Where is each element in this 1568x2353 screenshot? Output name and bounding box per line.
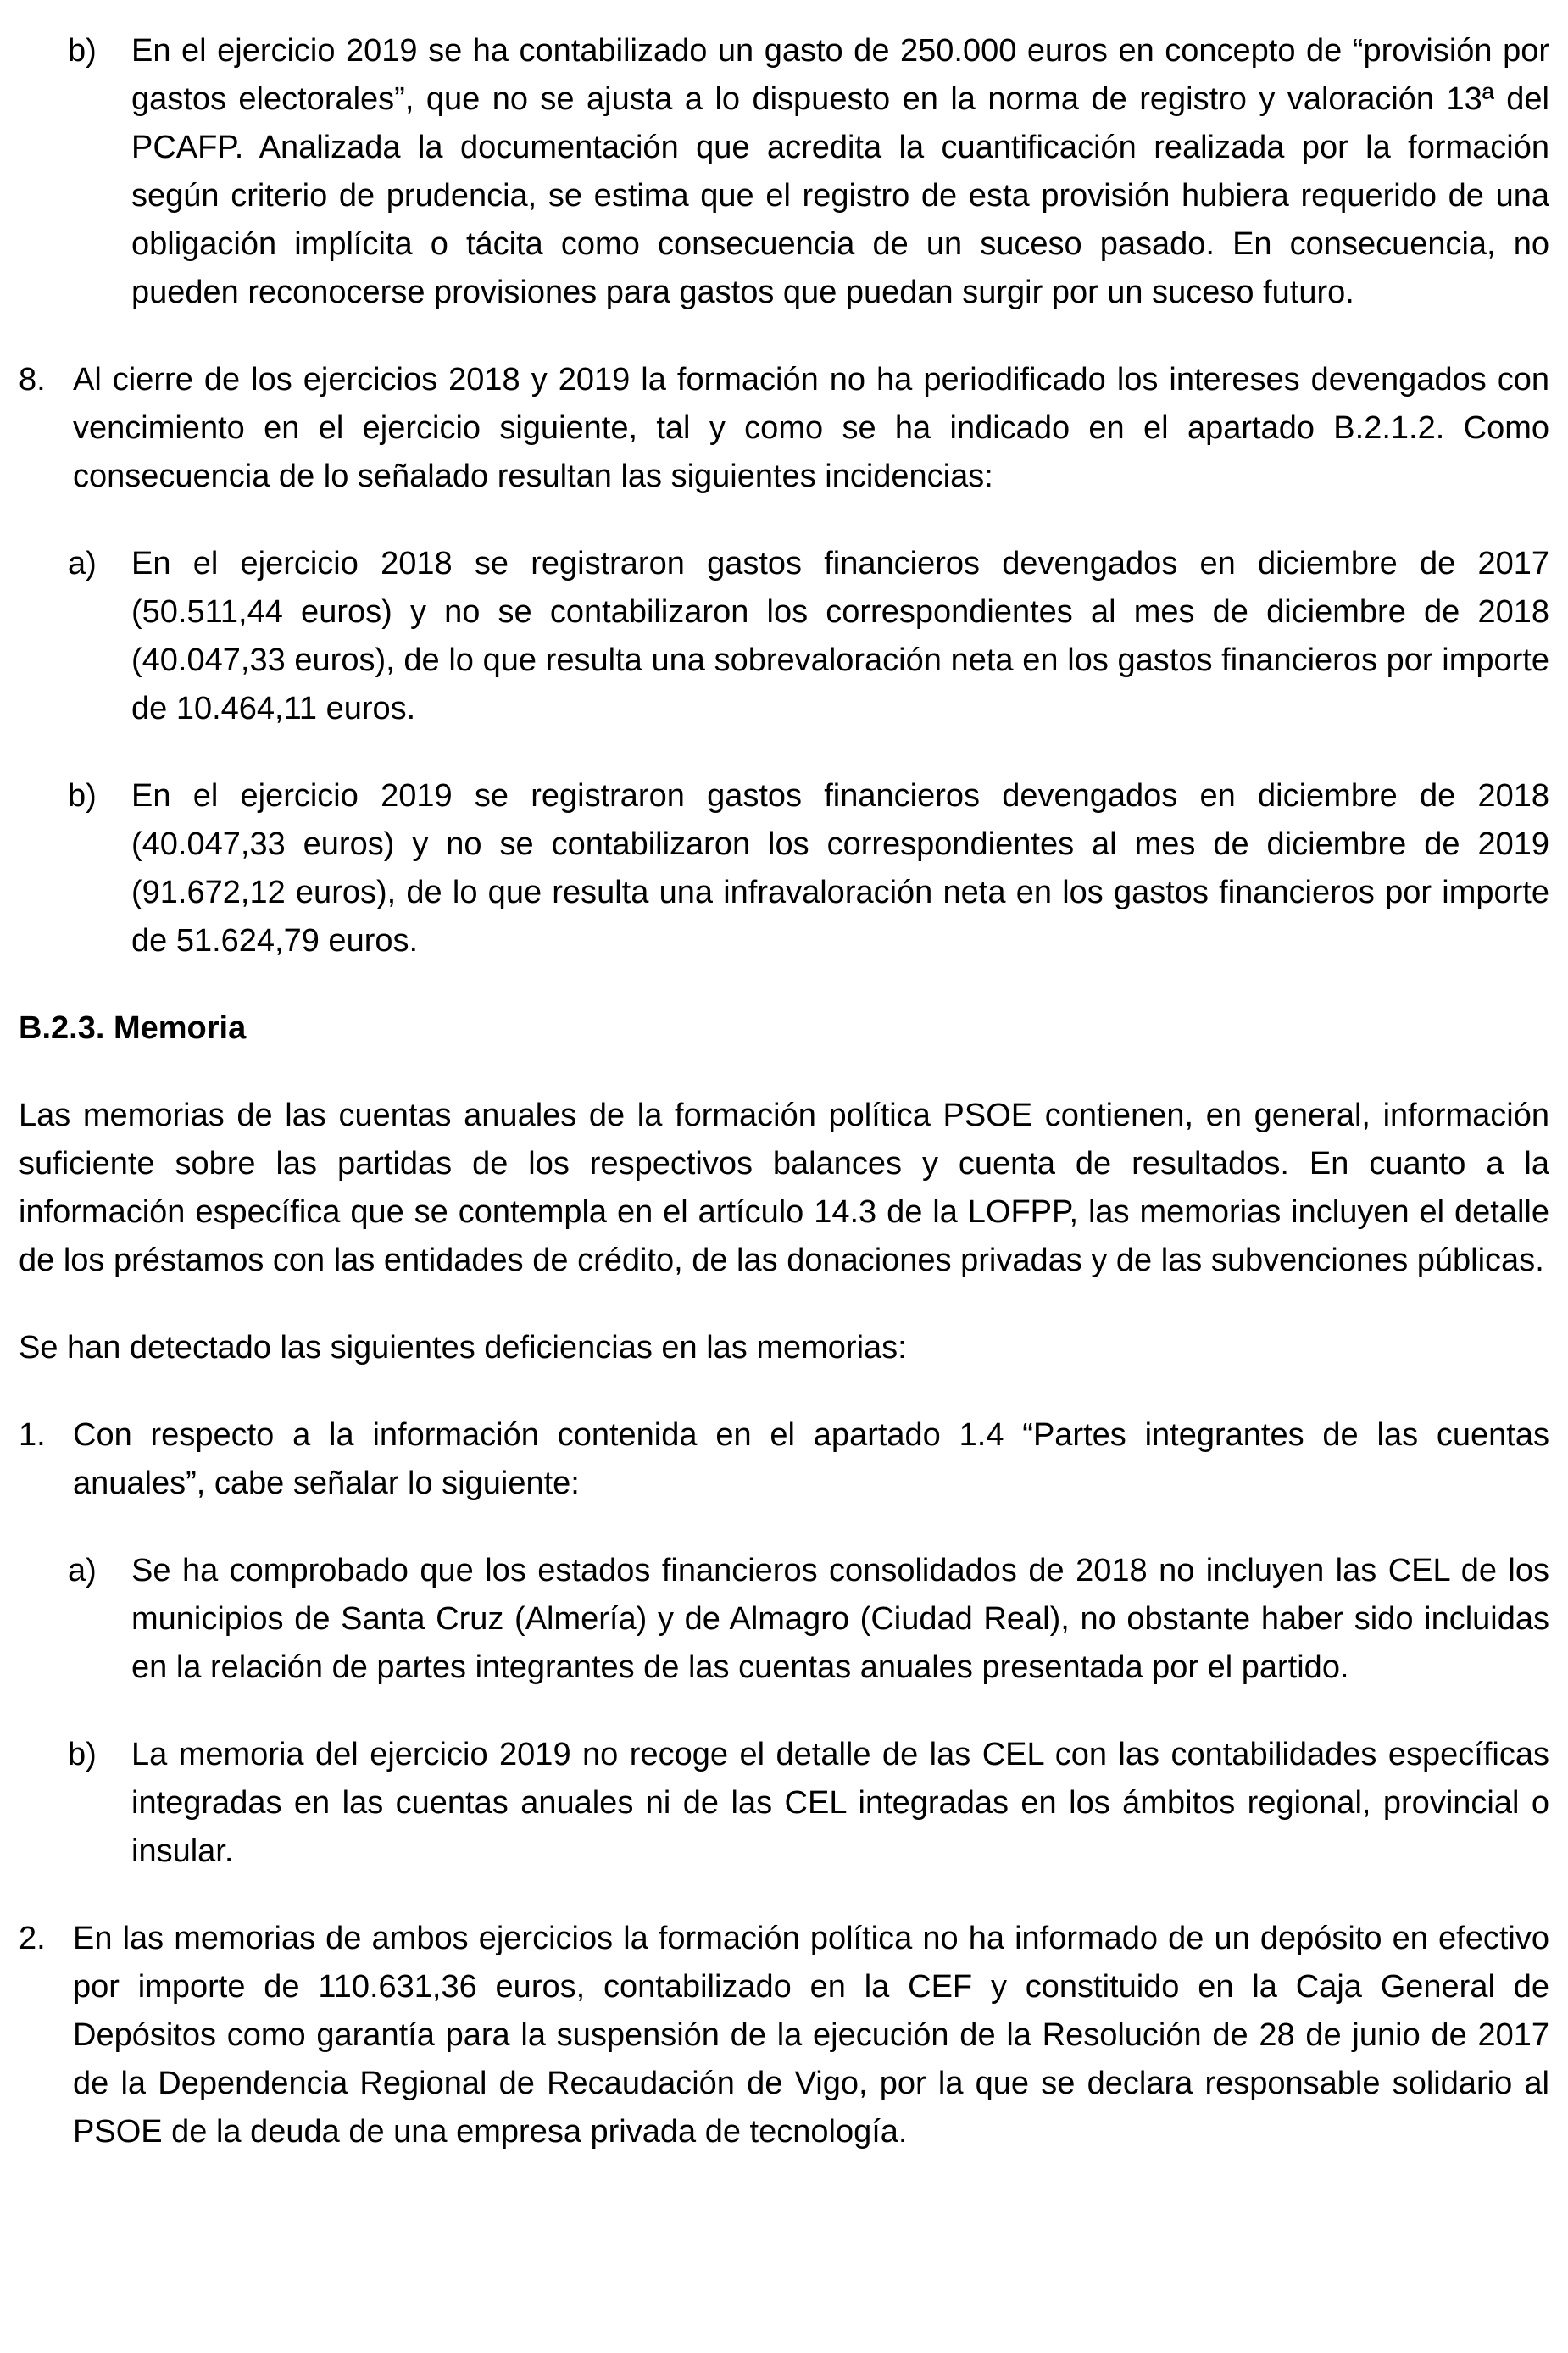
section-heading-memoria: B.2.3. Memoria: [19, 1010, 247, 1046]
paragraph-memorias-generales: [19, 1092, 1549, 1285]
paragraph-text: Las memorias de las cuentas anuales de la formación política PSOE contienen, en general, información suficiente sobre las partidas de los respectivos balances y cuenta de resultados. En cuanto a la información específica que se contempla en el artículo 14.3 de la LOFPP, las memorias incluyen el detalle de los préstamos con las entidades de crédito, de las donaciones privadas y de las subvenciones públicas.: [19, 1098, 1549, 1278]
list-item-b-memoria-2019-cel: [19, 1731, 1549, 1876]
list-marker: a): [68, 546, 97, 581]
list-item-text: En las memorias de ambos ejercicios la formación política no ha informado de un depósito en efectivo por importe de 110.631,36 euros, contabilizado en la CEF y constituido en la Caja General de Depósitos como garantía para la suspensión de la ejecución de la Resolución de 28 de junio de 2017 de la Dependencia Regional de Recaudación de Vigo, por la que se declara responsable solidario al PSOE de la deuda de una empresa privada de tecnología.: [73, 1921, 1549, 2150]
list-marker: b): [68, 1737, 97, 1772]
list-item-text: La memoria del ejercicio 2019 no recoge el detalle de las CEL con las contabilidades específicas integradas en las cuentas anuales ni de las CEL integradas en los ámbitos regional, provincial o insular.: [131, 1737, 1549, 1869]
list-item-a-estados-consolidados: [19, 1547, 1549, 1692]
list-marker: 2.: [19, 1921, 46, 1956]
list-marker: b): [68, 778, 97, 814]
list-marker: b): [68, 33, 97, 69]
list-item-text: En el ejercicio 2018 se registraron gastos financieros devengados en diciembre de 2017 (50.511,44 euros) y no se contabilizaron los correspondientes al mes de diciembre de 2018 (40.047,33 euros), de lo que resulta una sobrevaloración neta en los gastos financieros por importe de 10.464,11 euros.: [131, 546, 1549, 726]
list-item-text: Se ha comprobado que los estados financieros consolidados de 2018 no incluyen las CEL de los municipios de Santa Cruz (Almería) y de Almagro (Ciudad Real), no obstante haber sido incluidas en la relación de partes integrantes de las cuentas anuales presentada por el partido.: [131, 1553, 1549, 1685]
paragraph-deficiencias-intro: [19, 1324, 1549, 1372]
paragraph-text: Se han detectado las siguientes deficiencias en las memorias:: [19, 1330, 907, 1366]
list-marker: 8.: [19, 362, 46, 398]
list-item-b-ejercicio-2019: [19, 772, 1549, 965]
list-item-b-provision-electoral: [19, 27, 1549, 317]
list-marker: a): [68, 1553, 97, 1588]
list-marker: 1.: [19, 1417, 46, 1453]
list-item-8-periodificacion: [19, 356, 1549, 501]
list-item-1-partes-integrantes: [19, 1411, 1549, 1508]
list-item-2-deposito-efectivo: [19, 1915, 1549, 2156]
list-item-text: En el ejercicio 2019 se registraron gastos financieros devengados en diciembre de 2018 (40.047,33 euros) y no se contabilizaron los correspondientes al mes de diciembre de 2019 (91.672,12 euros), de lo que resulta una infravaloración neta en los gastos financieros por importe de 51.624,79 euros.: [131, 778, 1549, 959]
list-item-text: En el ejercicio 2019 se ha contabilizado un gasto de 250.000 euros en concepto de “provisión por gastos electorales”, que no se ajusta a lo dispuesto en la norma de registro y valoración 13ª del PCAFP. Analizada la documentación que acredita la cuantificación realizada por la formación según criterio de prudencia, se estima que el registro de esta provisión hubiera requerido de una obligación implícita o tácita como consecuencia de un suceso pasado. En consecuencia, no pueden reconocerse provisiones para gastos que puedan surgir por un suceso futuro.: [131, 33, 1549, 310]
list-item-text: Con respecto a la información contenida en el apartado 1.4 “Partes integrantes de las cuentas anuales”, cabe señalar lo siguiente:: [73, 1417, 1549, 1501]
list-item-a-ejercicio-2018: [19, 540, 1549, 733]
list-item-text: Al cierre de los ejercicios 2018 y 2019 la formación no ha periodificado los intereses devengados con vencimiento en el ejercicio siguiente, tal y como se ha indicado en el apartado B.2.1.2. Como consecuencia de lo señalado resultan las siguientes incidencias:: [73, 362, 1549, 494]
